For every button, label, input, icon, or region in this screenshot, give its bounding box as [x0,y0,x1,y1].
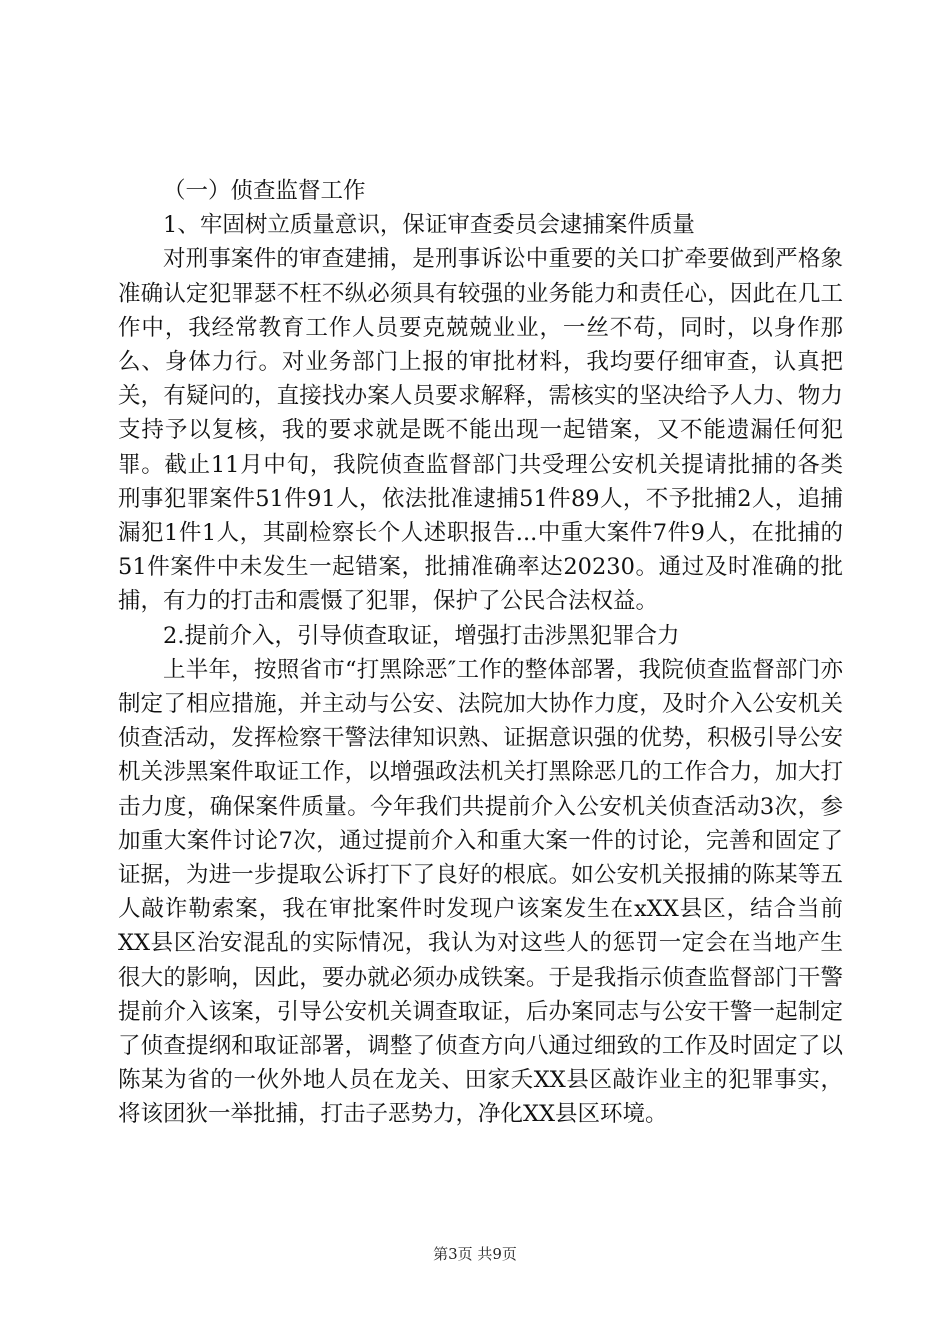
paragraph-arrest-review: 对刑事案件的审查建捕，是刑事诉讼中重要的关口扩牵要做到严格象准确认定犯罪瑟不枉不纵必须具有较强的业务能力和责任心，因此在几工作中，我经常教育工作人员要克兢兢业业，一丝不苟，同时，以身作那么、身体力行。对业务部门上报的审批材料，我均要仔细审查，认真把关，有疑问的，直接找办案人员要求解释，需核实的坚决给予人力、物力支持予以复核，我的要求就是既不能出现一起错案，又不能遗漏任何犯罪。截止11月中旬，我院侦查监督部门共受理公安机关提请批捕的各类刑事犯罪案件51件91人，依法批准逮捕51件89人，不予批捕2人，追捕漏犯1件1人，其副检察长个人述职报告...中重大案件7件9人，在批捕的51件案件中未发生一起错案，批捕准确率达20230。通过及时准确的批捕，有力的打击和震慑了犯罪，保护了公民合法权益。 [118,246,843,615]
document-body [118,174,843,1132]
section-heading: （一）侦查监督工作 [163,178,366,204]
subheading-quality: 1、牢固树立质量意识，保证审查委员会逮捕案件质量 [163,212,695,239]
paragraph-anti-gang: 上半年，按照省市“打黑除恶″工作的整体部署，我院侦查监督部门亦制定了相应措施，并主动与公安、法院加大协作力度，及时介入公安机关侦查活动，发挥检察干警法律知识熟、证据意识强的优势，积极引导公安机关涉黑案件取证工作，以增强政法机关打黑除恶几的工作合力，加大打击力度，确保案件质量。今年我们共提前介入公安机关侦查活动3次，参加重大案件讨论7次，通过提前介入和重大案一件的讨论，完善和固定了证据，为进一步提取公诉打下了良好的根底。如公安机关报捕的陈某等五人敲诈勒索案，我在审批案件时发现户该案发生在xXX县区，结合当前XX县区治安混乱的实际情况，我认为对这些人的惩罚一定会在当地产生很大的影响，因此，要办就必须办成铁案。于是我指示侦查监督部门干警提前介入该案，引导公安机关调查取证，后办案同志与公安干警一起制定了侦查提纲和取证部署，调整了侦查方向八通过细致的工作及时固定了以陈某为省的一伙外地人员在龙关、田家夭XX县区敲诈业主的犯罪事实，将该团狄一举批捕，打击子恶势力，净化XX县区环境。 [118,656,843,1128]
page-footer: 第3页 共9页 [433,1245,517,1263]
subheading-early-intervention: 2.提前介入，引导侦查取证，增强打击涉黑犯罪合力 [163,622,680,649]
